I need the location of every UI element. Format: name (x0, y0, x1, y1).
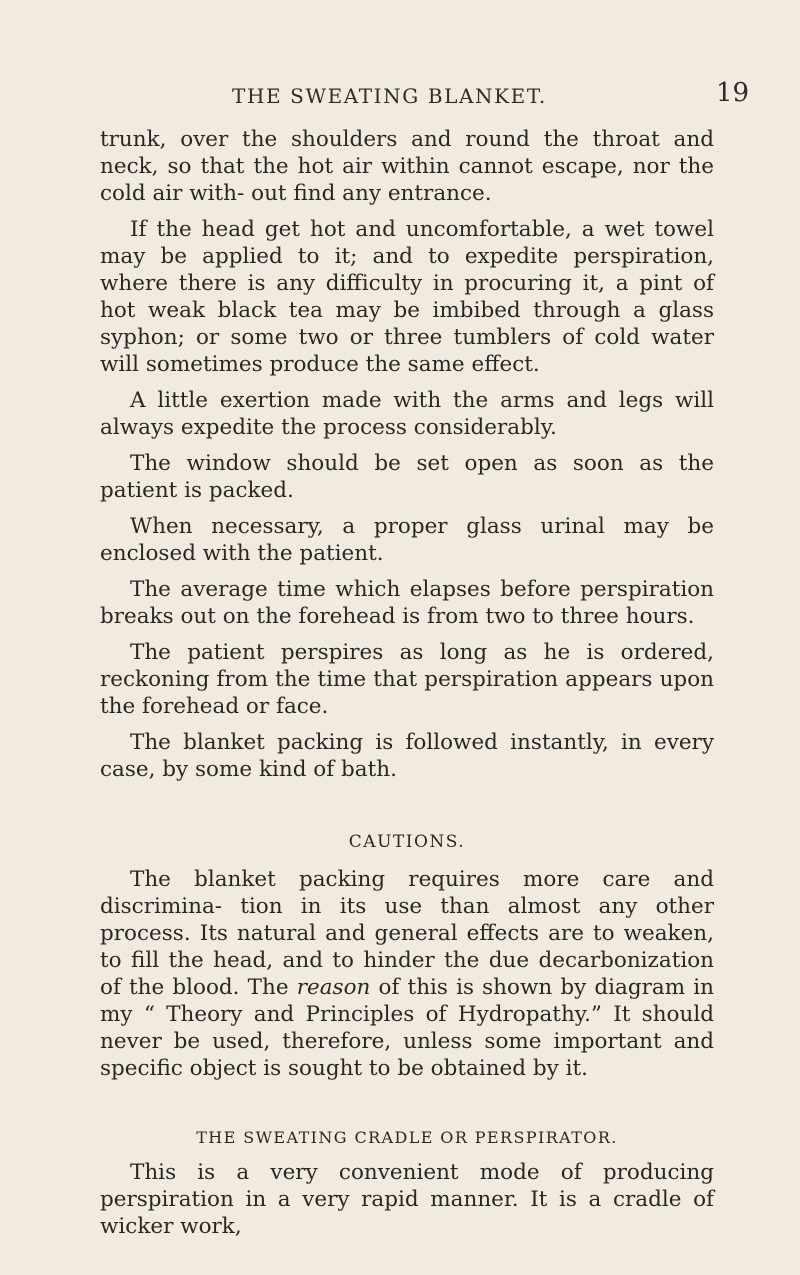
running-head: THE SWEATING BLANKET. (232, 84, 547, 108)
cautions-text-end: of this is shown by diagram in my “ Theory and Principles of Hydropathy.” It should never be used, therefore, unless some important and specific object is sought to be obtained by it. (100, 975, 714, 1081)
paragraph: trunk, over the shoulders and round the throat and neck, so that the hot air within cannot escape, nor the cold air with- out find any entrance. (100, 127, 714, 206)
paragraph: The average time which elapses before perspiration breaks out on the forehead is from two to three hours. (100, 577, 714, 629)
paragraph: The blanket packing is followed instantly, in every case, by some kind of bath. (100, 730, 714, 782)
cautions-paragraph (100, 866, 714, 1082)
paragraph: A little exertion made with the arms and legs will always expedite the process considerably. (100, 388, 714, 440)
cautions-text-start: The blanket packing requires more care and discrimina- tion in its use than almost any other process. Its natural and general effects are to weaken, to fill the head, and to hinder the due decarbonization of the blood. The (100, 867, 714, 1000)
section-heading-cradle: THE SWEATING CRADLE OR PERSPIRATOR. (196, 1128, 618, 1147)
paragraph: The patient perspires as long as he is ordered, reckoning from the time that perspiration appears upon the forehead or face. (100, 640, 714, 719)
paragraph: If the head get hot and uncomfortable, a wet towel may be applied to it; and to expedite perspiration, where there is any difficulty in procuring it, a pint of hot weak black tea may be imbibed through a glass syphon; or some two or three tumblers of cold water will sometimes produce the same effect. (100, 217, 714, 377)
body-text (100, 126, 714, 1249)
paragraph: When necessary, a proper glass urinal may be enclosed with the patient. (100, 514, 714, 566)
section-heading-cautions: CAUTIONS. (348, 832, 466, 852)
cradle-paragraph: This is a very convenient mode of producing perspiration in a very rapid manner. It is a cradle of wicker work, (100, 1160, 714, 1239)
page-number: 19 (716, 78, 750, 108)
paragraph: The window should be set open as soon as the patient is packed. (100, 451, 714, 503)
cautions-italic-word: reason (296, 975, 371, 1000)
